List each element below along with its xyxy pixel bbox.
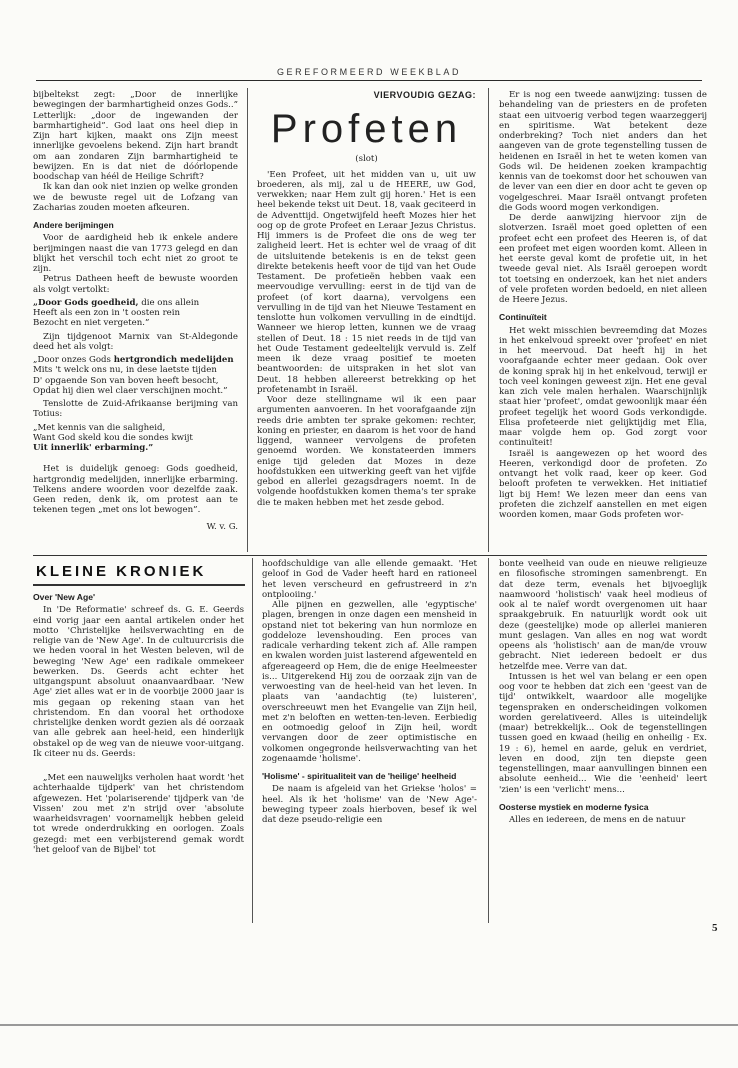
paragraph: bonte veelheid van oude en nieuwe religieuze en filosofische stromingen samenbrengt. En dat deze term, evenals het bijvoeglijk naamwoord 'holistisch' vaak heel modieus of ook al te naïef wordt overgenomen uit haar spraakgebruik. En natuurlijk wordt ook uit deze (geestelijke) mode op allerlei manieren munt geslagen. Van alles en nog wat wordt opeens als 'holistisch' aan de man/de vrouw gebracht. Niet iedereen bedoelt er dus hetzelfde mee. Verre van dat. [499,559,707,672]
running-head: GEREFORMEERD WEEKBLAD [276,67,462,77]
paragraph: In 'De Reformatie' schreef ds. G. E. Geerds eind vorig jaar een aantal artikelen onder het motto 'Christelijke heilsverwachting en de religie van de 'New Age'. In de cultuurcrisis die we heden vooral in het Westen beleven, wil de beweging 'New Age' een radikale ommekeer bewerken. Ds. Geerds acht echter het uitgangspunt absoluut onaanvaardbaar. 'New Age' ziet alles wat er in de voorbije 2000 jaar is mis gegaan op rekening staan van het christendom. En dan vooral het orthodoxe christelijke denken wordt gezien als dé oorzaak van alle gebrek aan heel-heid, een hinderlijk obstakel op de weg van de nieuwe voor-uitgang. Ik citeer nu ds. Geerds: [33,605,244,759]
verse-bold: „Door Gods goedheid, [33,297,139,308]
paragraph: Israël is aangewezen op het woord des Heeren, verkondigd door de profeten. Zo ontvangt het volk raad, keer op keer. God belooft profeten te verwekken. Het initiatief ligt bij Hem! We lezen meer dan eens van profeten die zichzelf aanstellen en met eigen woorden komen, maar Gods profeten wor- [499,448,707,520]
scan-edge-line [0,1024,738,1026]
verse-line: Want God skeld kou die sondes kwijt [33,432,193,443]
signature: W. v. G. [206,521,238,532]
top-rule [36,80,702,81]
verse-line: „Met kennis van die saligheid, [33,422,166,433]
verse-text: die ons allein [138,297,200,308]
paragraph: Intussen is het wel van belang er een open oog voor te hebben dat zich een 'geest van de tijd' ontwikkelt, waardoor alle mogelijke tegenspraken en onderscheidingen volkomen worden gerelativeerd. Alles is uiteindelijk (maar) betrekkelijk... Ook de tegenstellingen tussen goed en kwaad (heilig en onheilig - Ex. 19 : 6), hemel en aarde, geluk en verdriet, leven en dood, zijn ten diepste geen tegenstellingen, maar aanvullingen binnen een absolute eenheid... Wie die 'eenheid' leert 'zien' is een 'verlicht' mens... [499,671,707,795]
verse-bold: hertgrondich medelijden [113,355,234,365]
paragraph: „Met een nauwelijks verholen haat wordt 'het achterhaalde tijdperk' van het christendom afgewezen. Het 'polariserende' tijdperk van 'de Vissen' zou met z'n strijd over 'absolute waarheidsvragen' voornamelijk hebben geleid tot wrede onderdrukking en oorlogen. Zoals gezegd: met een verbijsterend gemak wordt 'het geloof van de Bijbel' tot [33,773,244,855]
paragraph: 'Een Profeet, uit het midden van u, uit uw broederen, als mij, zal u de HEERE, uw God, verwekken; naar Hem zult gij horen.' Het is een heel bekende tekst uit Deut. 18, vaak geciteerd in de Adventtijd. Ongetwijfeld heeft Mozes hier het oog op de grote Profeet en Leraar Jezus Christus. Hij immers is de Profeet die ons de weg ter zaligheid leert. Het is echter wel de vraag of dit de uitsluitende betekenis is en de tekst geen direkte betekenis heeft voor de tijd van het Oude Testament. De profetieën hebben vaak een meervoudige vervulling: eerst in de tijd van de profeet (of kort daarna), vervolgens een vervulling in de tijd van het Nieuwe Testament en tenslotte hun volkomen vervulling in de eindtijd. Wanneer we hierop letten, kunnen we de vraag stellen of Deut. 18 : 15 niet reeds in de tijd van het Oude Testament gedeeltelijk vervuld is. Zelf meen ik deze vraag positief te moeten beantwoorden: de uitspraken in het slot van Deut. 18 hebben allereerst betrekking op het profetenambt in Israël. [257,169,476,395]
verse-line: Heeft als een zon in 't oosten rein [33,308,181,318]
column-3-top [499,90,707,552]
verse-line: Bezocht en niet vergeten.” [33,318,150,329]
paragraph: hoofdschuldige van alle ellende gemaakt. 'Het geloof in God de Vader heeft hard en rationeel het leven verscheurd en gefrustreerd in z'n ontplooiing.' [262,559,477,600]
paragraph: Petrus Datheen heeft de bewuste woorden als volgt vertolkt: [33,274,238,295]
verse-marnix [33,355,238,396]
paragraph: Voor deze stellingname wil ik een paar argumenten aanvoeren. In het voorafgaande zijn reeds drie ambten ter sprake gekomen: rechter, koning en priester, en daarom is het voor de hand liggend, wanneer vervolgens de profeten genoemd worden. We konstateerden immers enige tijd geleden dat Mozes in deze hoofdstukken een uitwerking geeft van het vijfde gebod en allerlei gezagsdragers noemt. In de volgende hoofdstukken komen thema's ter sprake die te maken hebben met het zesde gebod. [257,395,476,508]
page-number: 5 [712,922,718,934]
verse-totius [33,423,238,454]
verse-line [33,355,238,365]
column-divider [252,558,253,923]
article-title: Profeten [270,107,463,152]
article-kicker: VIERVOUDIG GEZAG: [373,90,476,100]
column-2-top [257,90,476,552]
verse-text: „Door onzes Gods [33,355,114,365]
paragraph: Tenslotte de Zuid-Afrikaanse berijming van Totius: [33,399,238,420]
column-1-top [33,90,238,552]
paragraph: Voor de aardigheid heb ik enkele andere berijmingen naast die van 1773 gelegd en dan blijkt het verschil toch echt niet zo groot te zijn. [33,233,238,274]
column-divider [488,558,489,923]
paragraph: Er is nog een tweede aanwijzing: tussen de behandeling van de priesters en de profeten staat een uitvoerig verbod tegen waarzeggerij en spiritisme. Wat betekent deze onderbreking? Toch niet anders dan het aangeven van de grote tegenstelling tussen de heidenen en Israël in het te weten komen van Gods wil. De heidenen zoeken krampachtig kennis van de toekomst door het schouwen van de lever van een dier en door acht te geven op vogelgeschrei. Maar Israël ontvangt profeten die Gods woord mogen verkondigen. [499,90,707,213]
paragraph: Zijn tijdgenoot Marnix van St-Aldegonde deed het als volgt: [33,331,238,352]
subheading-oosterse-mystiek: Oosterse mystiek en moderne fysica [499,801,649,812]
paragraph: Alle pijnen en gezwellen, alle 'egyptische' plagen, brengen in onze dagen een mensheid in opstand niet tot bekering van hun normloze en goddeloze levenshouding. Een proces van radicale verharding tekent zich af. Alle rampen en kwalen worden juist lasterend afgewenteld en afgereageerd op Hem, die de enige Heelmeester is... Uitgerekend Hij zou de oorzaak zijn van de verwoesting van de heel-heid van het leven. In plaats van 'aandachtig (te) luisteren', overschreeuwt men het Evangelie van Zijn heil, met z'n beloften en wetten-ten-leven. Eerbiedig en ootmoedig geloof in Zijn heil, wordt vervangen door de zeer optimistische en volkomen ongegronde heilsverwachting van het zogenaamde 'holisme'. [262,600,477,764]
subheading-continuiteit: Continuïteit [499,312,547,323]
verse-bold: Uit innerlik' erbarming.” [33,443,154,453]
verse-line: D' opgaende Son van boven heeft besocht, [33,375,219,386]
verse-line [33,443,238,453]
kroniek-column-2 [262,559,477,921]
kroniek-column-1 [33,590,244,920]
section-rule [33,555,707,556]
article-slot-label: (slot) [355,154,378,165]
column-divider [488,88,489,552]
subheading-andere-berijmingen: Andere berijmingen [33,220,114,230]
paragraph: Ik kan dan ook niet inzien op welke gronden we de bewuste regel uit de Lofzang van Zacharias zouden moeten afkeuren. [33,182,238,213]
verse-datheen [33,298,238,329]
paragraph: De naam is afgeleid van het Griekse 'holos' = heel. Als ik het 'holisme' van de 'New Age'-beweging typeer zoals hierboven, besef ik wel dat deze pseudo-religie een [262,784,477,825]
subheading-new-age: Over 'New Age' [33,592,96,602]
paragraph: Alles en iedereen, de mens en de natuur [509,815,686,825]
paragraph: Het is duidelijk genoeg: Gods goedheid, hartgrondig medelijden, innerlijke erbarming. Telkens andere woorden voor dezelfde zaak. Geen reden, denk ik, om protest aan te tekenen tegen „met ons lot bewogen”. [33,464,238,516]
paragraph: Het wekt misschien bevreemding dat Mozes in het enkelvoud spreekt over 'profeet' en niet in het meervoud. Dat heeft hij in het voorafgaande echter meer gedaan. Ook over de koning sprak hij in het enkelvoud, terwijl er toch veel koningen geweest zijn. Het ene geval kan zich vele malen herhalen. Waarschijnlijk staat hier 'profeet', omdat gewoonlijk maar één profeet tegelijk het woord Gods verkondigde. Elisa profeteerde niet gelijktijdig met Elia, maar volgde hem op. God zorgt voor continuïteit! [499,325,707,449]
verse-line [33,298,238,308]
column-divider [247,88,248,552]
subheading-holisme: 'Holisme' - spiritualiteit van de 'heilige' heelheid [262,771,457,781]
kroniek-heading-rule [33,584,245,586]
paragraph: bijbeltekst zegt: „Door de innerlijke bewegingen der barmhartigheid onzes Gods..” Letterlijk: „door de ingewanden der barmhartigheid”. God laat ons heel diep in Zijn hart kijken, maakt ons Zijn meest innerlijke gevoelens bekend. Zijn hart brandt om aan zondaren Zijn barmhartigheid te bewijzen. En is dat niet de dóórlopende boodschap van héél de Heilige Schrift? [33,90,238,182]
paragraph: De derde aanwijzing hiervoor zijn de slotverzen. Israël moet goed opletten of een profeet echt een profeet des Heeren is, of dat een profeet met eigen woorden komt. Alleen in het eerste geval komt de profetie uit, in het tweede geval niet. Als Israël geroepen wordt tot toetsing en onderzoek, kan het niet anders of vele profeten worden bedoeld, en niet alleen de Heere Jezus. [499,213,707,305]
kroniek-heading: KLEINE KRONIEK [36,563,207,580]
verse-line: Opdat hij dien wel claer verschijnen mocht.” [33,385,228,396]
kroniek-column-3 [499,559,707,921]
verse-line: Mits 't welck ons nu, in dese laetste tijden [33,365,217,376]
